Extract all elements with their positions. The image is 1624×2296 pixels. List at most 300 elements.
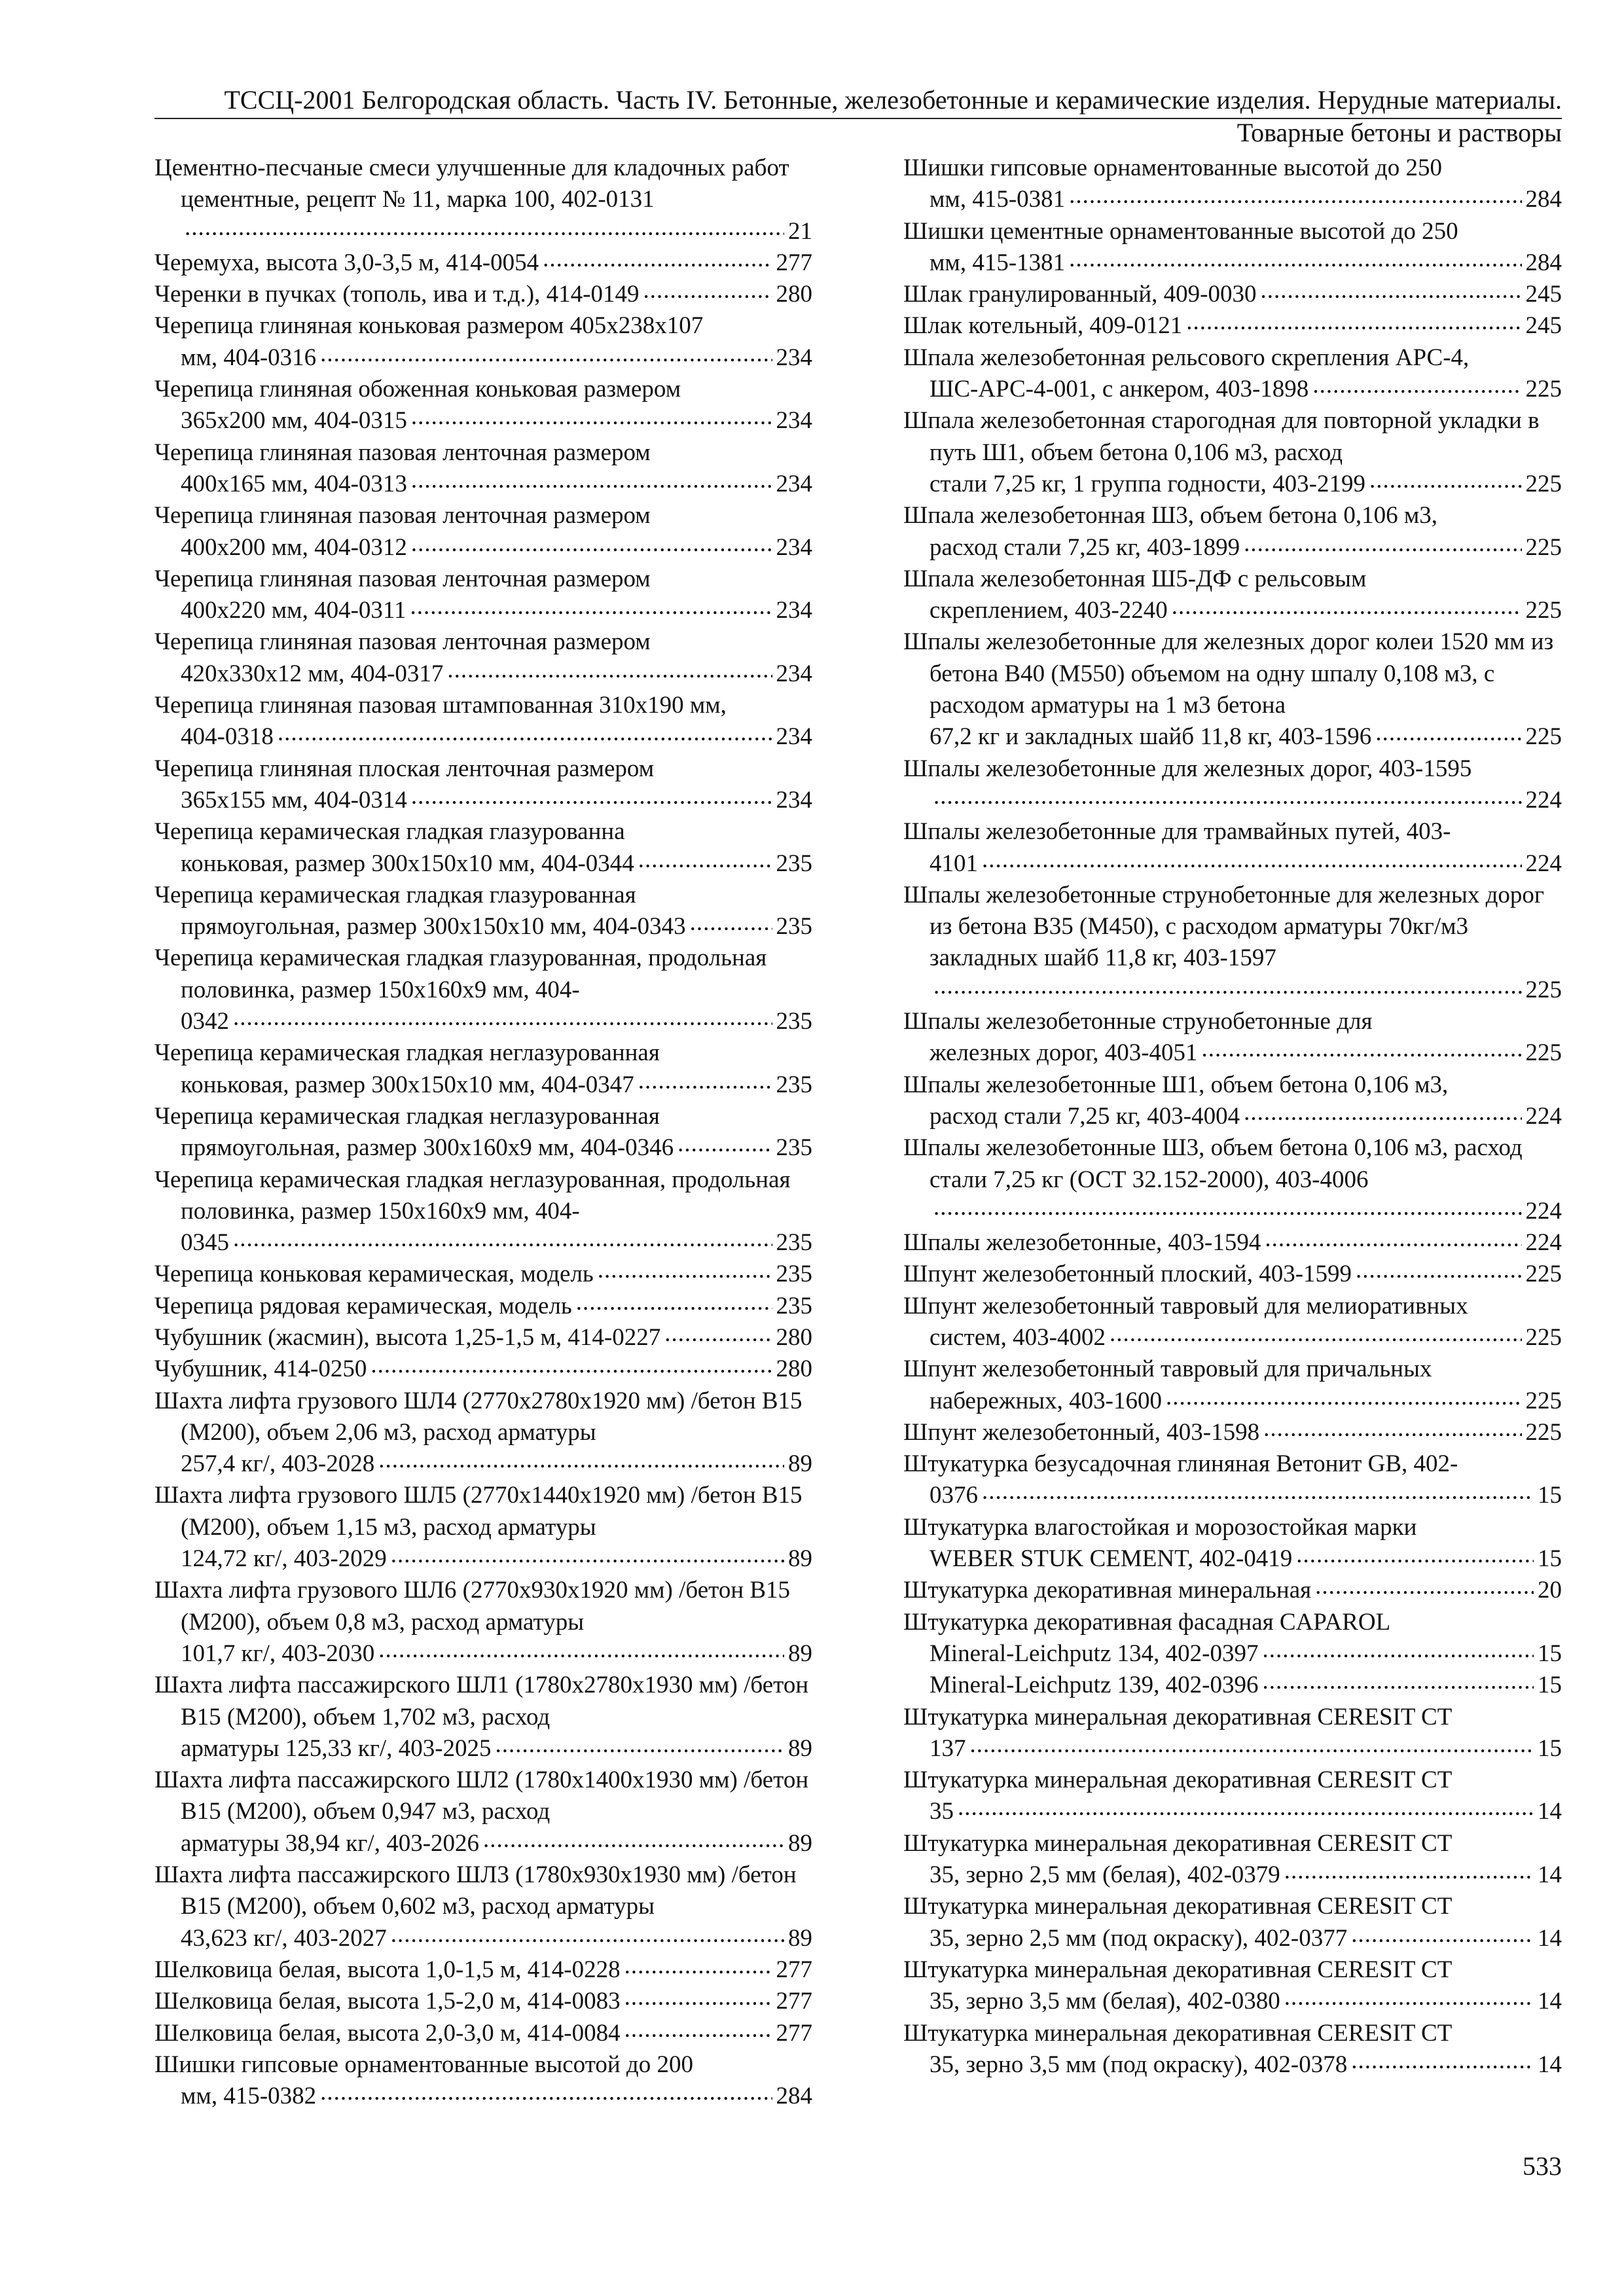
header-rule bbox=[154, 118, 1562, 119]
dot-leader bbox=[1351, 1919, 1534, 1950]
index-entry-text: ШС-АРС-4-001, с анкером, 403-1898 bbox=[929, 376, 1309, 403]
index-entry-leader-line bbox=[929, 595, 1562, 626]
index-entry-text: прямоугольная, размер 300х160х9 мм, 404-0346 bbox=[181, 1134, 674, 1162]
index-entry-leader-line bbox=[903, 1417, 1562, 1448]
dot-leader bbox=[320, 338, 772, 370]
index-entry-leader-line bbox=[903, 1227, 1562, 1259]
dot-leader bbox=[1166, 1382, 1522, 1413]
index-entry-text: 257,4 кг/, 403-2028 bbox=[181, 1450, 375, 1478]
index-entry-text: 400х200 мм, 404-0312 bbox=[181, 533, 407, 561]
index-entry-text: Шпунт железобетонный, 403-1598 bbox=[903, 1418, 1260, 1446]
dot-leader bbox=[233, 1002, 772, 1033]
dot-leader bbox=[624, 1982, 772, 2013]
index-entry-text: Штукатурка декоративная фасадная CAPAROL bbox=[903, 1608, 1391, 1636]
index-entry-leader-line bbox=[181, 1733, 812, 1765]
index-entry bbox=[903, 1607, 1562, 1670]
index-entry bbox=[154, 500, 812, 564]
index-entry bbox=[154, 1859, 812, 1954]
index-entry bbox=[903, 152, 1562, 216]
dot-leader bbox=[1260, 275, 1521, 306]
index-entry-page: 15 bbox=[1538, 1672, 1562, 1699]
index-column-right bbox=[903, 152, 1562, 2081]
index-entry-leader-line bbox=[154, 1986, 812, 2017]
index-entry-text: расход стали 7,25 кг, 403-1899 bbox=[929, 533, 1240, 561]
dot-leader bbox=[185, 212, 784, 243]
index-entry-leader-line bbox=[181, 785, 812, 816]
dot-leader bbox=[1202, 1033, 1522, 1065]
index-entry-text: Черепица глиняная обоженная коньковая размером bbox=[154, 376, 681, 403]
index-entry bbox=[903, 1670, 1562, 1701]
index-entry bbox=[903, 626, 1562, 753]
dot-leader bbox=[677, 1128, 772, 1160]
dot-leader bbox=[378, 1444, 784, 1476]
dot-leader bbox=[320, 2077, 772, 2108]
index-entry-leader-line bbox=[903, 1575, 1562, 1606]
dot-leader bbox=[1315, 1571, 1534, 1602]
dot-leader bbox=[1284, 1982, 1534, 2013]
index-entry-text: Черепица глиняная пазовая ленточная размером bbox=[154, 502, 651, 529]
index-entry-page: 234 bbox=[776, 407, 812, 435]
index-entry bbox=[154, 880, 812, 943]
index-entry-text: Штукатурка минеральная декоративная CERESIT CT bbox=[903, 1767, 1453, 1794]
index-entry-leader-line bbox=[181, 1543, 812, 1575]
index-entry bbox=[154, 564, 812, 627]
index-entry-leader-line bbox=[154, 247, 812, 279]
index-entry-text: 35 bbox=[929, 1798, 954, 1825]
index-entry-page: 14 bbox=[1538, 1798, 1562, 1825]
index-entry-leader-line bbox=[903, 1259, 1562, 1290]
dot-leader bbox=[233, 1223, 772, 1255]
dot-leader bbox=[1172, 591, 1522, 622]
dot-leader bbox=[411, 528, 772, 560]
index-entry-page: 234 bbox=[776, 660, 812, 687]
index-entry-leader-line bbox=[903, 310, 1562, 342]
index-entry-text: Черепица глиняная коньковая размером 405х238х107 bbox=[154, 312, 704, 340]
index-entry bbox=[154, 2049, 812, 2113]
dot-leader bbox=[933, 781, 1522, 812]
index-entry-text: Шахта лифта грузового ШЛ5 (2770х1440х1920 мм) /бетон В15 (М200), объем 1,15 м3, расход арматуры bbox=[154, 1482, 803, 1541]
index-entry-text: Штукатурка минеральная декоративная CERESIT CT bbox=[903, 1956, 1453, 1983]
index-entry-text: 43,623 кг/, 403-2027 bbox=[181, 1924, 387, 1952]
index-entry bbox=[154, 1291, 812, 1322]
dot-leader bbox=[1263, 1413, 1521, 1444]
index-entry-text: коньковая, размер 300х150х10 мм, 404-0344 bbox=[181, 850, 634, 877]
index-entry-text: Черепица глиняная пазовая ленточная размером bbox=[154, 565, 651, 592]
index-entry-page: 225 bbox=[1525, 470, 1562, 497]
dot-leader bbox=[1262, 1634, 1534, 1666]
index-entry bbox=[154, 942, 812, 1037]
index-entry-page: 225 bbox=[1525, 1039, 1562, 1067]
index-entry-text: Черепица керамическая гладкая неглазурованная, продольная половинка, размер 150х160х9 мм, 404- bbox=[154, 1166, 791, 1225]
index-entry-text: Шахта лифта грузового ШЛ6 (2770х930х1920 мм) /бетон В15 (М200), объем 0,8 м3, расход арматуры bbox=[154, 1577, 791, 1636]
index-entry-text: 0376 bbox=[929, 1482, 978, 1509]
index-entry-page: 225 bbox=[1525, 1323, 1562, 1351]
index-entry-page: 14 bbox=[1538, 1924, 1562, 1952]
index-entry-page: 225 bbox=[1525, 1418, 1562, 1446]
index-entry bbox=[154, 152, 812, 247]
index-entry-text: 365х200 мм, 404-0315 bbox=[181, 407, 407, 435]
index-entry-leader-line bbox=[929, 1037, 1562, 1069]
index-entry bbox=[154, 1480, 812, 1575]
index-entry-text: Штукатурка минеральная декоративная CERESIT CT bbox=[903, 2019, 1453, 2047]
index-entry-leader-line bbox=[929, 848, 1562, 880]
index-entry-text: мм, 415-0381 bbox=[929, 186, 1066, 213]
dot-leader bbox=[1244, 528, 1521, 560]
index-entry-text: 137 bbox=[929, 1734, 966, 1762]
index-entry bbox=[903, 310, 1562, 342]
dot-leader bbox=[624, 2014, 772, 2045]
index-entry-leader-line bbox=[929, 1986, 1562, 2017]
index-entry-text: Черепица керамическая гладкая глазурованна bbox=[154, 818, 625, 846]
index-entry-page: 14 bbox=[1538, 2051, 1562, 2078]
index-entry-leader-line bbox=[154, 2018, 812, 2049]
index-entry-text: Шпала железобетонная рельсового скрепления АРС-4, bbox=[903, 344, 1470, 371]
index-entry-leader-line bbox=[181, 1132, 812, 1164]
index-entry-text: Шелковица белая, высота 1,5-2,0 м, 414-0083 bbox=[154, 1988, 621, 2015]
index-entry-text: Шелковица белая, высота 2,0-3,0 м, 414-0084 bbox=[154, 2019, 621, 2047]
index-entry-page: 89 bbox=[788, 1450, 812, 1478]
dot-leader bbox=[958, 1792, 1534, 1823]
index-entry-leader-line bbox=[181, 1227, 812, 1259]
index-entry-page: 224 bbox=[1525, 1102, 1562, 1130]
index-entry bbox=[154, 1164, 812, 1259]
index-entry bbox=[903, 1069, 1562, 1133]
index-entry-text: железных дорог, 403-4051 bbox=[929, 1039, 1198, 1067]
index-entry-text: Шпалы железобетонные, 403-1594 bbox=[903, 1229, 1261, 1257]
index-entry bbox=[903, 880, 1562, 1006]
index-entry bbox=[903, 405, 1562, 500]
index-entry bbox=[903, 1954, 1562, 2018]
dot-leader bbox=[1375, 717, 1521, 749]
dot-leader bbox=[411, 401, 772, 433]
index-entry-text: Черенки в пучках (тополь, ива и т.д.), 414-0149 bbox=[154, 281, 640, 308]
index-entry-text: 4101 bbox=[929, 850, 978, 877]
index-entry bbox=[903, 1354, 1562, 1417]
index-entry-page: 225 bbox=[1525, 376, 1562, 403]
index-entry-leader-line bbox=[154, 1259, 812, 1290]
index-entry-text: скреплением, 403-2240 bbox=[929, 597, 1168, 624]
index-entry-text: 35, зерно 3,5 мм (под окраску), 402-0378 bbox=[929, 2051, 1348, 2078]
index-entry-text: 420х330х12 мм, 404-0317 bbox=[181, 660, 444, 687]
index-entry-text: мм, 415-0382 bbox=[181, 2083, 317, 2110]
dot-leader bbox=[933, 971, 1522, 1002]
index-entry bbox=[903, 1227, 1562, 1259]
index-entry-page: 15 bbox=[1538, 1482, 1562, 1509]
index-entry-page: 234 bbox=[776, 533, 812, 561]
dot-leader bbox=[1351, 2045, 1534, 2077]
index-entry-leader-line bbox=[929, 785, 1562, 816]
index-entry bbox=[903, 1291, 1562, 1354]
index-entry-page: 225 bbox=[1525, 597, 1562, 624]
dot-leader bbox=[1356, 1255, 1521, 1286]
dot-leader bbox=[483, 1824, 784, 1856]
index-entry-leader-line bbox=[181, 405, 812, 437]
index-entry-leader-line bbox=[929, 1196, 1562, 1227]
index-entry-page: 89 bbox=[788, 1640, 812, 1667]
dot-leader bbox=[543, 243, 772, 275]
index-entry-page: 277 bbox=[776, 1988, 812, 2015]
index-entry bbox=[903, 1765, 1562, 1828]
index-entry-page: 14 bbox=[1538, 1988, 1562, 2015]
index-entry-leader-line bbox=[903, 279, 1562, 310]
index-entry-page: 245 bbox=[1525, 281, 1562, 308]
index-entry-page: 225 bbox=[1525, 976, 1562, 1003]
index-entry bbox=[903, 342, 1562, 406]
index-entry-leader-line bbox=[929, 2049, 1562, 2081]
index-entry bbox=[154, 816, 812, 880]
index-entry-text: расход стали 7,25 кг, 403-4004 bbox=[929, 1102, 1240, 1130]
index-entry-page: 225 bbox=[1525, 533, 1562, 561]
index-entry bbox=[154, 753, 812, 817]
index-entry-text: арматуры 125,33 кг/, 403-2025 bbox=[181, 1734, 492, 1762]
index-column-left bbox=[154, 152, 812, 2112]
index-entry-text: Шпалы железобетонные Ш1, объем бетона 0,106 м3, bbox=[903, 1071, 1449, 1098]
index-entry-text: 67,2 кг и закладных шайб 11,8 кг, 403-1596 bbox=[929, 723, 1372, 751]
index-entry bbox=[154, 437, 812, 501]
index-entry-page: 89 bbox=[788, 1924, 812, 1952]
index-entry-leader-line bbox=[181, 1006, 812, 1037]
index-entry-text: Черепица коньковая керамическая, модель bbox=[154, 1261, 594, 1288]
dot-leader bbox=[624, 1950, 772, 1982]
index-entry-page: 15 bbox=[1538, 1734, 1562, 1762]
index-entry-text: коньковая, размер 300х150х10 мм, 404-0347 bbox=[181, 1071, 634, 1098]
index-entry-text: Штукатурка минеральная декоративная CERESIT CT bbox=[903, 1893, 1453, 1920]
index-entry-text: Шишки гипсовые орнаментованные высотой до 200 bbox=[154, 2051, 693, 2078]
index-entry-leader-line bbox=[929, 469, 1562, 500]
index-entry-text: Штукатурка декоративная минеральная bbox=[903, 1577, 1312, 1604]
running-header: ТССЦ-2001 Белгородская область. Часть IV. Бетонные, железобетонные и керамические изделия. Нерудные материалы. Товарные бетоны и растворы bbox=[224, 85, 1562, 147]
index-entry-page: 15 bbox=[1538, 1640, 1562, 1667]
dot-leader bbox=[638, 1066, 772, 1097]
index-entry-text: Цементно-песчаные смеси улучшенные для кладочных работ цементные, рецепт № 11, марка 100, 402-0131 bbox=[154, 154, 789, 213]
index-entry-page: 234 bbox=[776, 723, 812, 751]
index-entry-page: 225 bbox=[1525, 723, 1562, 751]
index-entry-leader-line bbox=[929, 374, 1562, 405]
index-entry-leader-line bbox=[181, 469, 812, 500]
dot-leader bbox=[410, 591, 772, 622]
index-entry-text: 35, зерно 2,5 мм (под окраску), 402-0377 bbox=[929, 1924, 1348, 1952]
index-entry-text: Шпунт железобетонный плоский, 403-1599 bbox=[903, 1261, 1352, 1288]
dot-leader bbox=[933, 1192, 1522, 1223]
index-entry-page: 235 bbox=[776, 1008, 812, 1035]
index-entry bbox=[154, 1575, 812, 1670]
index-entry bbox=[903, 1417, 1562, 1448]
index-entry-text: 404-0318 bbox=[181, 723, 274, 751]
index-entry-text: Шахта лифта грузового ШЛ4 (2770х2780х1920 мм) /бетон В15 (М200), объем 2,06 м3, расход арматуры bbox=[154, 1387, 803, 1446]
index-entry bbox=[154, 247, 812, 279]
index-entry-text: Шпалы железобетонные струнобетонные для железных дорог из бетона В35 (М450), с расходом арматуры 70кг/м3 закладных шайб 11,8 кг, 403-1597 bbox=[903, 881, 1545, 972]
index-entry-page: 20 bbox=[1538, 1577, 1562, 1604]
dot-leader bbox=[982, 844, 1522, 876]
index-entry-page: 14 bbox=[1538, 1861, 1562, 1889]
index-entry-leader-line bbox=[181, 911, 812, 942]
dot-leader bbox=[690, 907, 772, 939]
index-entry-page: 277 bbox=[776, 249, 812, 276]
index-entry-leader-line bbox=[181, 848, 812, 880]
index-entry bbox=[154, 1354, 812, 1385]
index-entry-text: арматуры 38,94 кг/, 403-2026 bbox=[181, 1829, 480, 1857]
index-entry-page: 89 bbox=[788, 1829, 812, 1857]
index-entry bbox=[903, 753, 1562, 817]
dot-leader bbox=[1110, 1318, 1522, 1350]
index-entry-text: Шпала железобетонная старогодная для повторной укладки в путь Ш1, объем бетона 0,106 м3, расход bbox=[903, 407, 1540, 466]
index-entry bbox=[154, 626, 812, 690]
index-entry-leader-line bbox=[929, 1670, 1562, 1701]
index-entry-text: Шелковица белая, высота 1,0-1,5 м, 414-0228 bbox=[154, 1956, 621, 1983]
index-entry-text: Шпала железобетонная Ш3, объем бетона 0,106 м3, bbox=[903, 502, 1438, 529]
dot-leader bbox=[1262, 1666, 1534, 1697]
dot-leader bbox=[496, 1729, 784, 1761]
index-entry bbox=[903, 1512, 1562, 1575]
index-entry-text: Шпалы железобетонные Ш3, объем бетона 0,106 м3, расход стали 7,25 кг (ОСТ 32.152-2000), 403-4006 bbox=[903, 1134, 1523, 1193]
index-entry-text: Шахта лифта пассажирского ШЛ2 (1780х1400х1930 мм) /бетон В15 (М200), объем 0,947 м3, расход bbox=[154, 1767, 809, 1825]
index-entry-leader-line bbox=[929, 1859, 1562, 1891]
index-entry bbox=[154, 1765, 812, 1859]
index-entry-page: 235 bbox=[776, 913, 812, 941]
index-entry-text: 101,7 кг/, 403-2030 bbox=[181, 1640, 375, 1667]
index-entry bbox=[154, 2018, 812, 2049]
dot-leader bbox=[1312, 370, 1521, 401]
dot-leader bbox=[411, 465, 772, 496]
dot-leader bbox=[598, 1255, 772, 1286]
index-entry-text: мм, 404-0316 bbox=[181, 344, 317, 371]
index-entry-text: Шишки цементные орнаментованные высотой до 250 bbox=[903, 217, 1458, 245]
index-entry-page: 225 bbox=[1525, 1261, 1562, 1288]
index-entry bbox=[154, 310, 812, 374]
index-entry-page: 235 bbox=[776, 1229, 812, 1257]
index-entry-text: Черепица глиняная пазовая штампованная 310х190 мм, bbox=[154, 692, 727, 719]
index-entry bbox=[903, 500, 1562, 564]
index-entry bbox=[903, 1702, 1562, 1765]
index-entry-leader-line bbox=[929, 1101, 1562, 1132]
index-entry-page: 224 bbox=[1525, 850, 1562, 877]
index-entry-text: Черепица керамическая гладкая неглазурованная bbox=[154, 1102, 660, 1130]
index-entry-text: Шпалы железобетонные для железных дорог колеи 1520 мм из бетона В40 (М550) объемом на одну шпалу 0,108 м3, с расходом арматуры на 1 м3 бетона bbox=[903, 628, 1554, 719]
index-entry-leader-line bbox=[181, 1448, 812, 1480]
dot-leader bbox=[1284, 1856, 1534, 1887]
dot-leader bbox=[1296, 1539, 1534, 1571]
index-entry-leader-line bbox=[929, 975, 1562, 1006]
index-entry-page: 224 bbox=[1525, 1229, 1562, 1257]
dot-leader bbox=[1265, 1223, 1521, 1255]
index-entry bbox=[154, 1259, 812, 1290]
index-entry bbox=[154, 1386, 812, 1480]
index-entry-text: Черепица керамическая гладкая глазурованная bbox=[154, 881, 636, 908]
index-entry bbox=[154, 374, 812, 437]
index-entry-text: Штукатурка влагостойкая и морозостойкая марки bbox=[903, 1513, 1417, 1541]
index-entry-leader-line bbox=[181, 595, 812, 626]
index-entry-leader-line bbox=[929, 1923, 1562, 1954]
dot-leader bbox=[1186, 306, 1521, 338]
index-entry-text: Чубушник (жасмин), высота 1,25-1,5 м, 414-0227 bbox=[154, 1323, 661, 1351]
dot-leader bbox=[664, 1318, 772, 1350]
index-entry-page: 235 bbox=[776, 850, 812, 877]
index-entry-text: Черепица глиняная пазовая ленточная размером bbox=[154, 628, 651, 656]
index-entry bbox=[903, 1006, 1562, 1069]
index-entry-leader-line bbox=[181, 1923, 812, 1954]
index-entry-leader-line bbox=[929, 1322, 1562, 1354]
index-entry bbox=[154, 279, 812, 310]
index-entry-leader-line bbox=[929, 184, 1562, 215]
index-entry-page: 225 bbox=[1525, 1387, 1562, 1414]
index-entry-text: Шпалы железобетонные для трамвайных путей, 403- bbox=[903, 818, 1451, 846]
index-entry-text: Черемуха, высота 3,0-3,5 м, 414-0054 bbox=[154, 249, 539, 276]
index-entry-leader-line bbox=[181, 1828, 812, 1859]
index-entry-text: Mineral-Leichputz 139, 402-0396 bbox=[929, 1672, 1259, 1699]
dot-leader bbox=[447, 655, 772, 686]
index-entry-page: 284 bbox=[1525, 186, 1562, 213]
index-entry-leader-line bbox=[929, 1796, 1562, 1827]
dot-leader bbox=[576, 1287, 772, 1318]
index-entry-page: 277 bbox=[776, 2019, 812, 2047]
index-entry-text: 0345 bbox=[181, 1229, 229, 1257]
dot-leader bbox=[278, 717, 772, 749]
index-entry-text: Шахта лифта пассажирского ШЛ3 (1780х930х1930 мм) /бетон В15 (М200), объем 0,602 м3, расход арматуры bbox=[154, 1861, 797, 1920]
index-entry bbox=[903, 816, 1562, 880]
index-entry-text: Штукатурка безусадочная глиняная Ветонит GB, 402- bbox=[903, 1450, 1458, 1478]
index-entry bbox=[903, 216, 1562, 279]
index-entry-text: 0342 bbox=[181, 1008, 229, 1035]
dot-leader bbox=[1244, 1097, 1521, 1128]
index-entry-text: Шлак гранулированный, 409-0030 bbox=[903, 281, 1257, 308]
index-entry-page: 245 bbox=[1525, 312, 1562, 340]
index-entry-page: 89 bbox=[788, 1734, 812, 1762]
index-entry-leader-line bbox=[929, 1733, 1562, 1765]
index-entry-text: Штукатурка минеральная декоративная CERESIT CT bbox=[903, 1703, 1453, 1731]
index-entry-leader-line bbox=[154, 1954, 812, 1986]
index-entry-page: 234 bbox=[776, 470, 812, 497]
index-entry bbox=[903, 279, 1562, 310]
index-entry bbox=[903, 1448, 1562, 1512]
index-entry bbox=[903, 564, 1562, 627]
index-entry-text: Шахта лифта пассажирского ШЛ1 (1780х2780х1930 мм) /бетон В15 (М200), объем 1,702 м3, расход bbox=[154, 1672, 809, 1731]
index-entry-leader-line bbox=[154, 1291, 812, 1322]
dot-leader bbox=[378, 1634, 784, 1666]
index-entry-text: Mineral-Leichputz 134, 402-0397 bbox=[929, 1640, 1259, 1667]
index-entry-text: WEBER STUK CEMENT, 402-0419 bbox=[929, 1545, 1293, 1573]
index-entry-text: Шпалы железобетонные для железных дорог, 403-1595 bbox=[903, 755, 1472, 782]
index-entry-text: систем, 403-4002 bbox=[929, 1323, 1106, 1351]
index-entry-leader-line bbox=[181, 342, 812, 374]
index-entry bbox=[903, 1575, 1562, 1606]
index-entry-page: 234 bbox=[776, 786, 812, 814]
index-entry bbox=[903, 1891, 1562, 1954]
index-entry-leader-line bbox=[929, 1543, 1562, 1575]
index-entry-page: 15 bbox=[1538, 1545, 1562, 1573]
index-entry-text: Шлак котельный, 409-0121 bbox=[903, 312, 1183, 340]
dot-leader bbox=[370, 1350, 772, 1381]
index-entry-page: 235 bbox=[776, 1292, 812, 1319]
index-entry-text: Черепица глиняная пазовая ленточная размером bbox=[154, 439, 651, 466]
index-entry-text: Шпунт железобетонный тавровый для причальных bbox=[903, 1355, 1432, 1383]
index-entry-page: 234 bbox=[776, 344, 812, 371]
index-entry-text: Чубушник, 414-0250 bbox=[154, 1355, 367, 1383]
index-entry-text: Шишки гипсовые орнаментованные высотой до 250 bbox=[903, 154, 1442, 181]
index-entry-text: Шпалы железобетонные струнобетонные для bbox=[903, 1008, 1373, 1035]
index-entry-leader-line bbox=[929, 532, 1562, 564]
index-entry-leader-line bbox=[181, 1069, 812, 1101]
index-entry-text: Черепица рядовая керамическая, модель bbox=[154, 1292, 572, 1319]
dot-leader bbox=[1369, 465, 1522, 496]
index-entry-text: 400х165 мм, 404-0313 bbox=[181, 470, 407, 497]
index-entry-page: 235 bbox=[776, 1261, 812, 1288]
index-entry-leader-line bbox=[929, 721, 1562, 753]
index-entry bbox=[903, 1132, 1562, 1227]
index-entry-text: 365х155 мм, 404-0314 bbox=[181, 786, 407, 814]
index-entry bbox=[154, 690, 812, 753]
index-entry-leader-line bbox=[154, 1322, 812, 1354]
index-entry-text: Черепица глиняная плоская ленточная размером bbox=[154, 755, 655, 782]
